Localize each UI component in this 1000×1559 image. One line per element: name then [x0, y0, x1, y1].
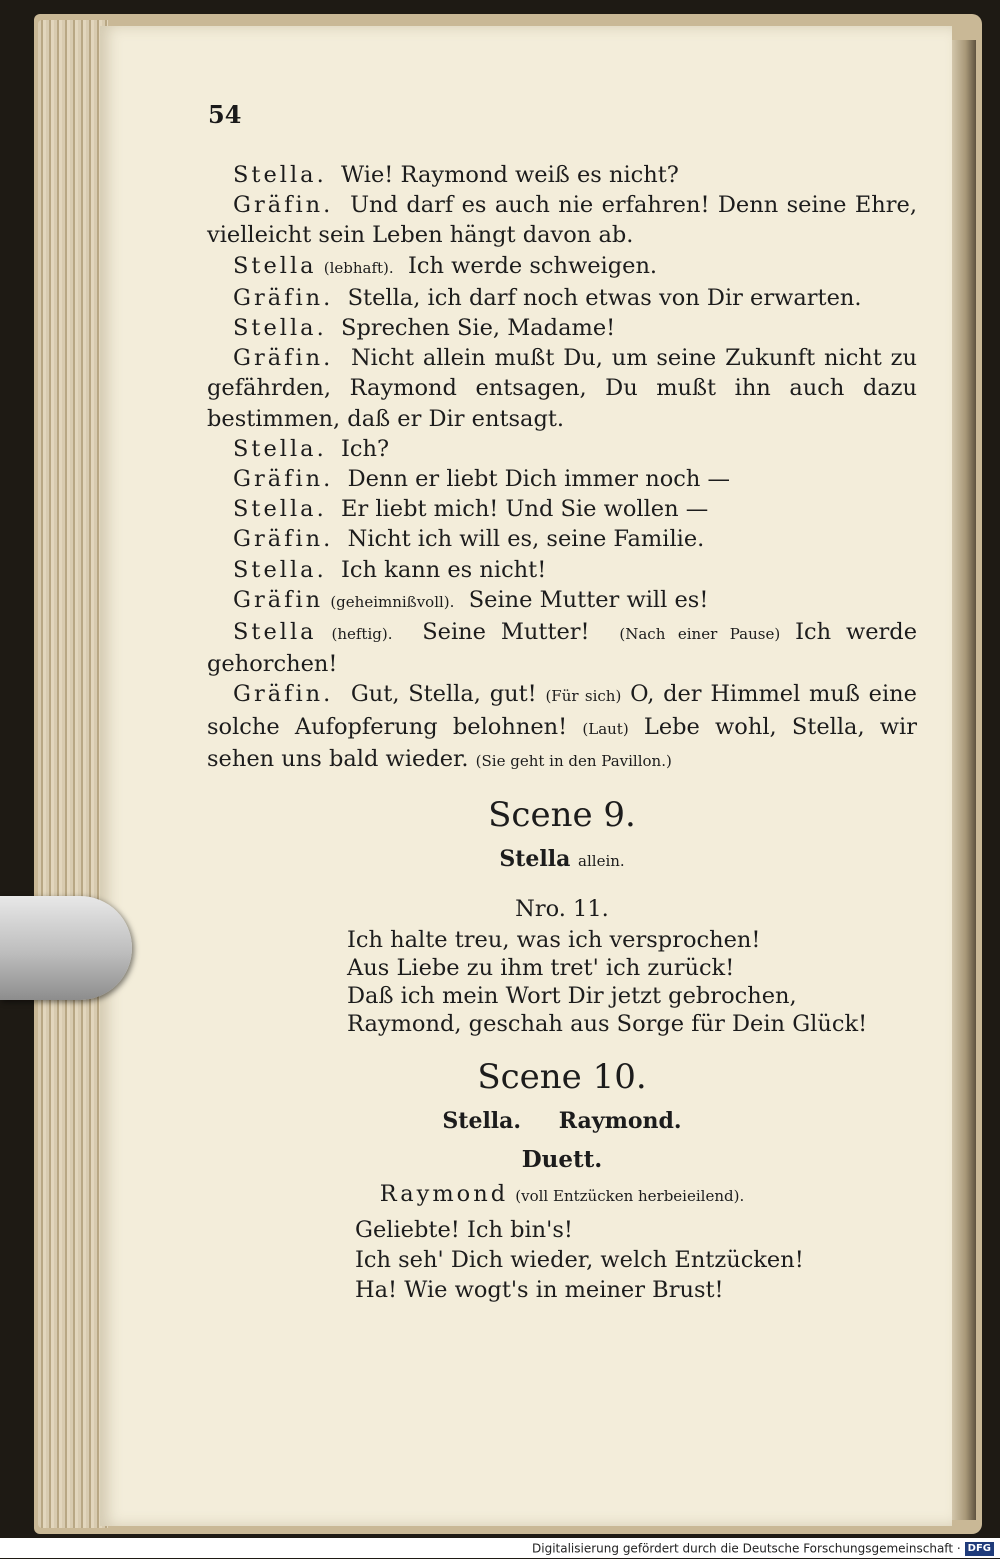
- page-stack-edge: [38, 20, 108, 1528]
- speech: Denn er liebt Dich immer noch —: [347, 466, 730, 493]
- speech: Seine Mutter will es!: [468, 586, 709, 613]
- speaker: Raymond: [379, 1180, 509, 1207]
- speaker: Stella.: [233, 315, 327, 342]
- speaker: Gräfin.: [233, 681, 334, 708]
- speaker: Stella.: [233, 162, 327, 188]
- speaker: Stella: [233, 619, 317, 646]
- stage-direction: (Sie geht in den Pavillon.): [475, 751, 672, 770]
- speech: Er liebt mich! Und Sie wollen —: [341, 496, 709, 523]
- funding-footer: [0, 1538, 1000, 1558]
- speaker: Gräfin: [233, 586, 324, 613]
- dialogue-line: [207, 585, 917, 617]
- speech: Ich werde schweigen.: [407, 252, 658, 279]
- speaker: Stella.: [233, 496, 327, 523]
- speaker: Stella: [233, 252, 317, 279]
- speech: Lebe wohl, Stella, wir sehen uns bald wieder.: [207, 713, 918, 772]
- verse-line: Raymond, geschah aus Sorge für Dein Glück!: [347, 1011, 868, 1038]
- speaker: Stella.: [233, 435, 327, 462]
- stage-direction: allein.: [578, 852, 625, 871]
- right-page-edge: [950, 40, 976, 1520]
- verse-line: Ich halte treu, was ich versprochen!: [347, 927, 761, 954]
- stage-direction: (geheimnißvoll).: [330, 592, 455, 611]
- verse-line: Ha! Wie wogt's in meiner Brust!: [355, 1277, 724, 1304]
- cast-name: Raymond.: [558, 1108, 682, 1135]
- speaker: Gräfin.: [233, 526, 334, 553]
- dialogue-line: [207, 434, 917, 464]
- scene-10-title: Scene 10.: [477, 1057, 647, 1098]
- verse-line: Geliebte! Ich bin's!: [355, 1217, 573, 1244]
- footer-text: Digitalisierung gefördert durch die Deutsche Forschungsgemeinschaft ·: [532, 1541, 961, 1556]
- stage-direction: (Nach einer Pause): [619, 625, 781, 644]
- page-text: [207, 160, 917, 1305]
- speech: Nicht ich will es, seine Familie.: [347, 526, 705, 553]
- dialogue-line: [207, 313, 917, 343]
- scene-9-title: Scene 9.: [488, 795, 636, 836]
- dialogue-line: [207, 555, 917, 585]
- speech: Gut, Stella, gut!: [350, 681, 537, 708]
- dialogue-line: [207, 343, 917, 434]
- dialogue-line: [207, 679, 917, 776]
- speech: Wie! Raymond weiß es nicht?: [341, 162, 679, 188]
- scene-9-cast: [207, 844, 917, 876]
- speech: Und darf es auch nie erfahren! Denn seine Ehre, vielleicht sein Leben hängt davon ab.: [207, 192, 917, 249]
- speech: O, der Himmel muß eine solche Aufopferung belohnen!: [207, 681, 917, 740]
- stage-direction: (voll Entzücken herbeieilend).: [515, 1186, 745, 1205]
- speaker: Stella.: [233, 556, 327, 583]
- speaker: Gräfin.: [233, 345, 334, 372]
- cast-name: Stella: [499, 846, 571, 873]
- duet-speaker-line: [207, 1179, 917, 1211]
- speaker: Gräfin.: [233, 466, 334, 493]
- speaker: Gräfin.: [233, 192, 334, 219]
- verse-line: Daß ich mein Wort Dir jetzt gebrochen,: [347, 983, 797, 1010]
- verse-block: [355, 1215, 917, 1305]
- dialogue-line: [207, 464, 917, 494]
- dialogue-line: [207, 524, 917, 554]
- dialogue-line: [207, 494, 917, 524]
- stage-direction: (heftig).: [331, 625, 393, 644]
- stage-direction: (lebhaft).: [323, 258, 394, 277]
- book-clip: [0, 896, 132, 1000]
- dialogue-line: [207, 190, 917, 250]
- verse-line: Ich seh' Dich wieder, welch Entzücken!: [355, 1247, 804, 1274]
- cast-name: Stella.: [442, 1108, 522, 1135]
- page-number: 54: [208, 100, 242, 129]
- speech: Ich werde gehorchen!: [207, 619, 918, 678]
- stage-direction: (Für sich): [545, 687, 622, 706]
- scene-10-cast: [207, 1106, 917, 1136]
- speech: Sprechen Sie, Madame!: [341, 315, 616, 342]
- stage-direction: (Laut): [582, 719, 629, 738]
- dialogue-line: [207, 251, 917, 283]
- dialogue-line: [207, 160, 917, 190]
- verse-line: Aus Liebe zu ihm tret' ich zurück!: [347, 955, 735, 982]
- dfg-logo: DFG: [965, 1542, 994, 1556]
- dialogue-line: [207, 617, 917, 679]
- speech: Nicht allein mußt Du, um seine Zukunft nicht zu gefährden, Raymond entsagen, Du mußt ihn auch dazu bestimmen, daß er Dir entsagt.: [207, 345, 917, 432]
- speech: Ich kann es nicht!: [341, 556, 547, 583]
- speech: Seine Mutter!: [422, 619, 590, 646]
- duet-heading: Duett.: [521, 1145, 603, 1173]
- speaker: Gräfin.: [233, 284, 334, 311]
- musical-number: Nro. 11.: [515, 896, 609, 923]
- dialogue-line: [207, 283, 917, 313]
- speech: Stella, ich darf noch etwas von Dir erwarten.: [347, 284, 862, 311]
- speech: Ich?: [341, 435, 390, 462]
- verse-block: [347, 926, 917, 1038]
